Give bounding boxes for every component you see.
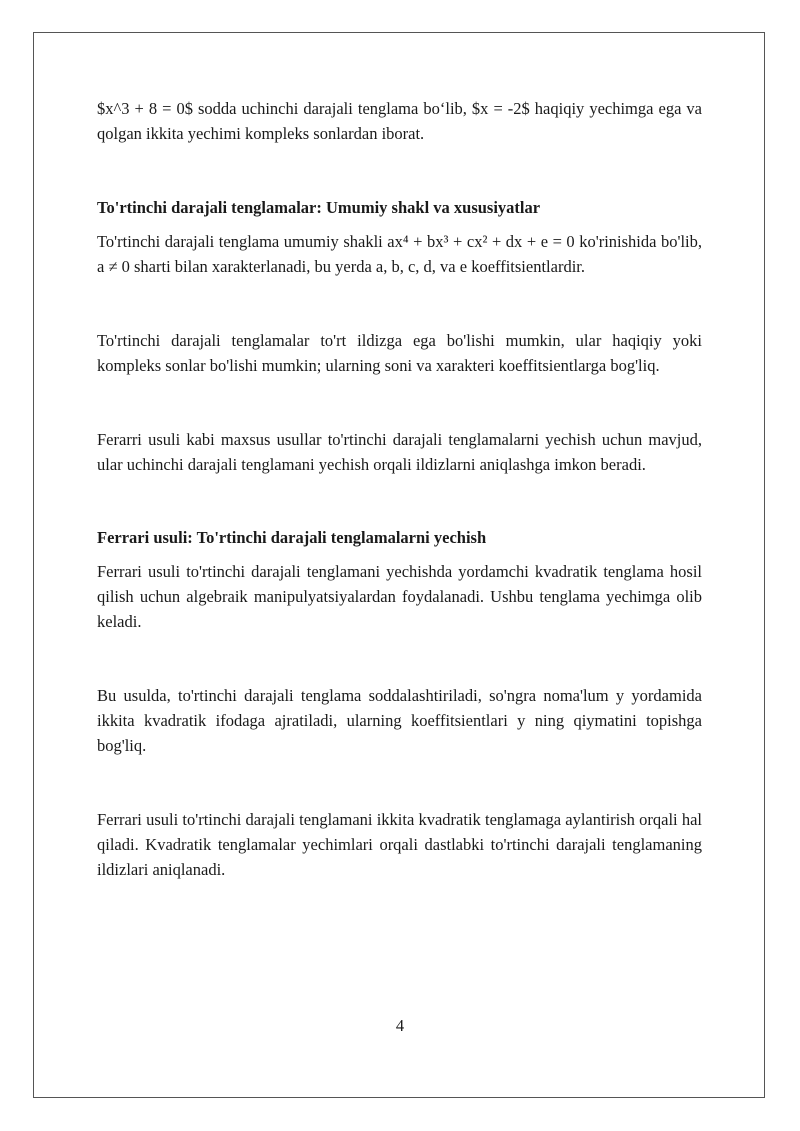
paragraph-ferrari-steps: Bu usulda, to'rtinchi darajali tenglama soddalashtiriladi, so'ngra noma'lum y yordamida ikkita kvadratik ifodaga ajratiladi, ularning koeffitsientlari y ning qiymatini topishga bog'liq. <box>97 686 702 755</box>
section-heading-quartic-general: To'rtinchi darajali tenglamalar: Umumiy shakl va xususiyatlar <box>97 198 541 217</box>
paragraph-ferrari-result: Ferrari usuli to'rtinchi darajali tenglamani ikkita kvadratik tenglamaga aylantirish orqali hal qiladi. Kvadratik tenglamalar yechimlari orqali dastlabki to'rtinchi darajali tenglamaning ildizlari aniqlanadi. <box>97 810 702 879</box>
section-heading-ferrari: Ferrari usuli: To'rtinchi darajali tenglamalarni yechish <box>97 528 487 547</box>
paragraph-quartic-roots: To'rtinchi darajali tenglamalar to'rt ildizga ega bo'lishi mumkin, ular haqiqiy yoki kompleks sonlar bo'lishi mumkin; ularning soni va xarakteri koeffitsientlarga bog'liq. <box>97 331 702 375</box>
paragraph-special-methods: Ferarri usuli kabi maxsus usullar to'rtinchi darajali tenglamalarni yechish uchun mavjud, ular uchinchi darajali tenglamani yechish orqali ildizlarni aniqlashga imkon beradi. <box>97 430 702 474</box>
page-number: 4 <box>395 1016 405 1035</box>
paragraph-cubic-example: $x^3 + 8 = 0$ sodda uchinchi darajali tenglama bo‘lib, $x = -2$ haqiqiy yechimga ega va qolgan ikkita yechimi kompleks sonlardan iborat. <box>97 99 702 143</box>
page-content <box>97 96 702 882</box>
paragraph-ferrari-intro: Ferrari usuli to'rtinchi darajali tenglamani yechishda yordamchi kvadratik tenglama hosil qilish uchun algebraik manipulyatsiyalardan foydalanadi. Ushbu tenglama yechimga olib keladi. <box>97 562 702 631</box>
paragraph-quartic-form: To'rtinchi darajali tenglama umumiy shakli ax⁴ + bx³ + cx² + dx + e = 0 ko'rinishida bo'lib, a ≠ 0 sharti bilan xarakterlanadi, bu yerda a, b, c, d, va e koeffitsientlardir. <box>97 232 702 276</box>
